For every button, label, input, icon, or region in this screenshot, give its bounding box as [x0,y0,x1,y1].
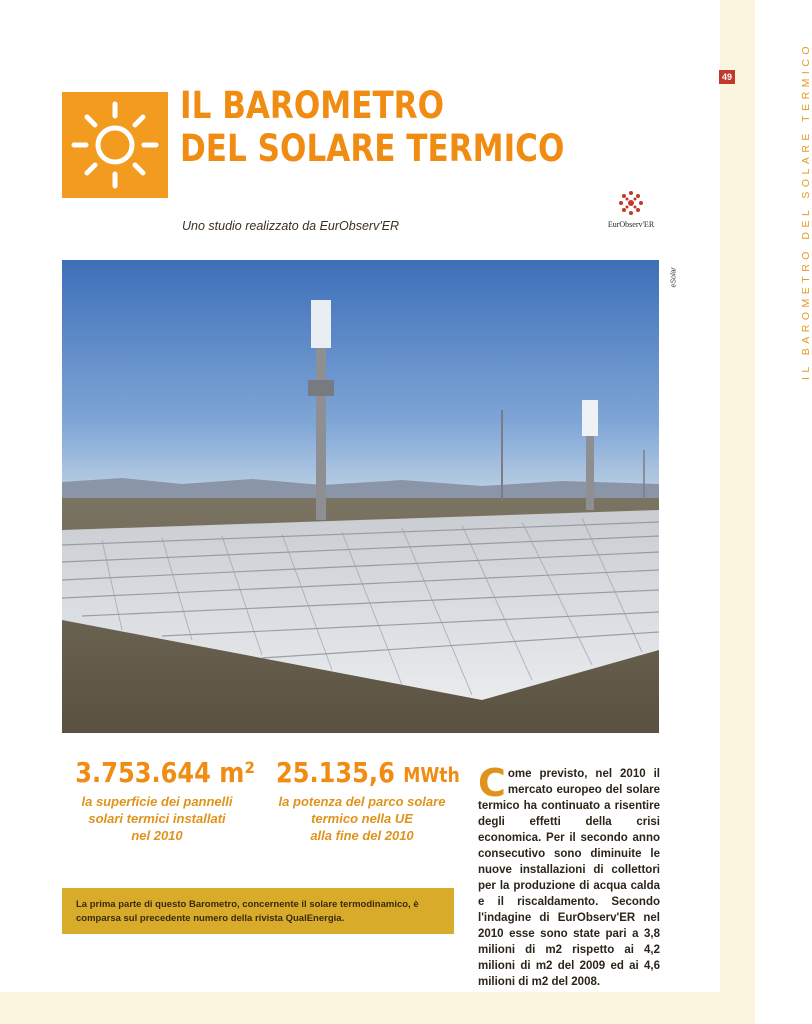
logo-mark-icon [600,187,662,221]
page-title [180,84,617,170]
body-paragraph [478,761,660,990]
stat-surface-desc-line: nel 2010 [131,828,183,843]
stat-power-unit: MWth [403,763,460,787]
stat-surface-unit: m² [219,756,255,789]
dropcap: C [478,761,506,805]
stat-power-desc-line: termico nella UE [311,811,413,826]
body-text: ome previsto, nel 2010 il mercato europeo del solare termico ha continuato a risentire degli effetti della crisi economica. Per il secondo anno consecutivo sono diminuite le nuove installazioni di collettori per la produzione di acqua calda e il riscaldamento. Secondo l'indagine di EurObserv'ER nel 2010 esse sono state pari a 3,8 milioni di m2 rispetto ai 4,2 milioni di m2 del 2009 ed ai 4,6 milioni di m2 del 2008. [478,768,660,988]
bottom-strip [0,992,755,1024]
title-line-1: IL BAROMETRO [180,84,445,127]
stat-surface-desc-line: solari termici installati [88,811,226,826]
running-title: IL BAROMETRO DEL SOLARE TERMICO [800,41,812,380]
side-strip [720,0,755,1024]
title-line-2: DEL SOLARE TERMICO [180,127,565,170]
page-number: 49 [719,70,735,84]
subtitle: Uno studio realizzato da EurObserv'ER [182,219,400,233]
photo-credit: eSolar [670,267,678,288]
stat-surface-description [62,793,252,844]
eurobserver-logo [600,187,662,233]
stat-power [262,756,462,844]
stat-power-number: 25.135,6 [276,756,395,789]
sun-icon-box [62,92,168,198]
stat-power-desc-line: la potenza del parco solare [278,794,446,809]
stat-surface-value [75,756,255,789]
note-text: La prima parte di questo Barometro, concernente il solare termodinamico, è comparsa sul precedente numero della rivista QualEnergia. [76,899,419,924]
stat-power-desc-line: alla fine del 2010 [310,828,414,843]
stat-power-description [262,793,462,844]
sun-icon [62,92,168,198]
solar-tower-photo [62,260,659,733]
stat-power-value [276,756,460,789]
note-box [62,888,454,934]
stat-surface [62,756,255,844]
logo-text: EurObserv'ER [607,220,655,229]
stat-surface-desc-line: la superficie dei pannelli [81,794,233,809]
stat-surface-number: 3.753.644 [75,756,211,789]
